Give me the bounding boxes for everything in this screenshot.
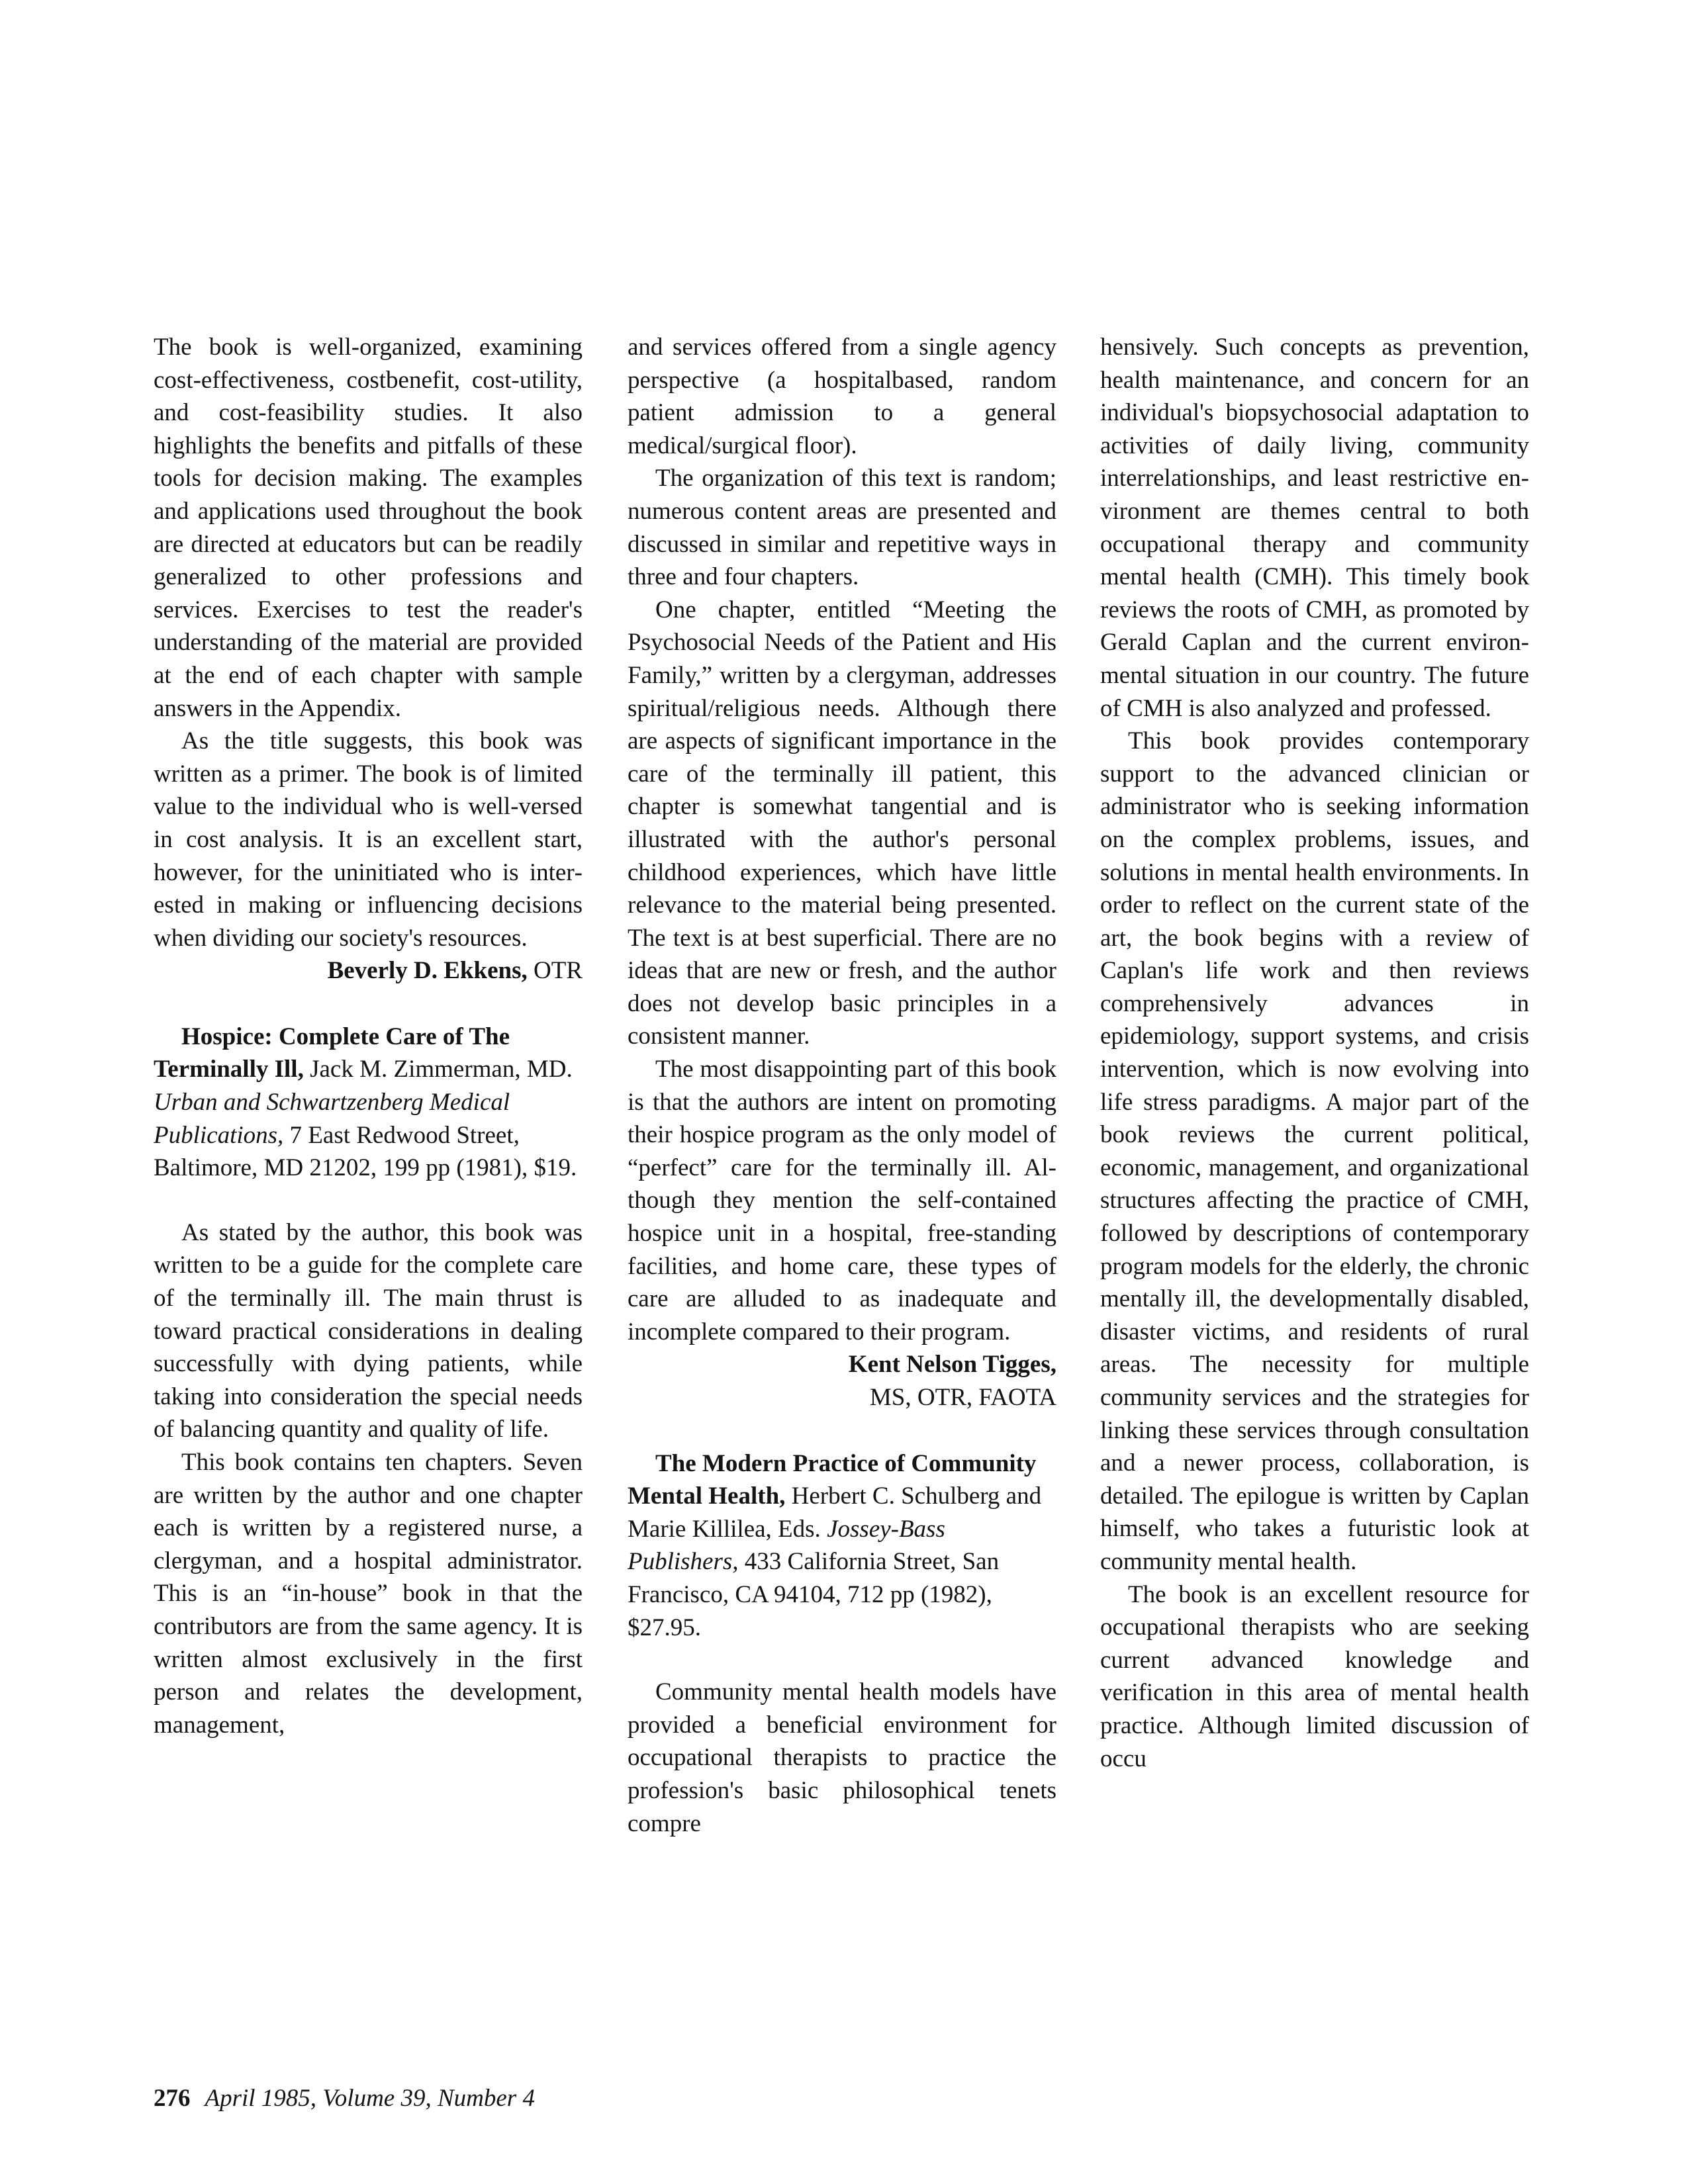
- body-paragraph: hensively. Such concepts as prevention, health maintenance, and concern for an individual's biopsychosocial adaptation to activities of daily living, community interrelationships, and least restrictive environment are themes central to both occupational therapy and community mental health (CMH). This timely book reviews the roots of CMH, as promoted by Gerald Caplan and the current environmental situation in our country. The future of CMH is also analyzed and professed.: [1100, 334, 1529, 722]
- review-book-author: Herbert C. Schulberg and Marie Killilea, Eds.: [628, 1482, 1042, 1543]
- review-book-publisher: Urban and Schwartzenberg Medical Publications,: [154, 1089, 510, 1149]
- section-spacer: [154, 1185, 583, 1216]
- reviewer-name: Kent Nelson Tigges,: [848, 1351, 1056, 1379]
- text-column-3: [1100, 331, 1529, 1775]
- body-paragraph: The most disappointing part of this book is that the authors are intent on promoting their hospice program as the only model of “perfect” care for the terminally ill. Although they mention the self-contained hospice unit in a hospital, free-standing facilities, and home care, these types of care are alluded to as inadequate and incomplete compared to their program.: [628, 1056, 1056, 1345]
- body-paragraph: As stated by the author, this book was written to be a guide for the complete care of the terminally ill. The main thrust is toward practical considerations in dealing successfully with dying patients, while taking into consideration the special needs of balancing quantity and quality of life.: [154, 1218, 583, 1443]
- reviewer-credentials: MS, OTR, FAOTA: [869, 1384, 1056, 1411]
- review-book-publisher: Jossey-Bass Publishers,: [628, 1515, 945, 1576]
- review-header: [154, 1021, 583, 1185]
- text-column-2: [628, 331, 1056, 1840]
- body-paragraph: One chapter, entitled “Meeting the Psychosocial Needs of the Patient and His Family,” written by a clergyman, addresses spiritual/religious needs. Although there are aspects of significant importance in the care of the terminally ill patient, this chapter is somewhat tangential and is illustrated with the author's personal childhood experiences, which have little relevance to the material being presented. The text is at best superficial. There are no ideas that are new or fresh, and the author does not develop basic principles in a consistent manner.: [628, 596, 1056, 1050]
- body-paragraph: The book is an excellent resource for occupational therapists who are seeking current advanced knowledge and verification in this area of mental health practice. Although limited discussion of occu: [1100, 1580, 1529, 1772]
- body-paragraph: The book is well-organized, examining cost-effectiveness, costbenefit, cost-utility, and cost-feasibility studies. It also highlights the benefits and pitfalls of these tools for decision making. The examples and applications used throughout the book are directed at educators but can be readily generalized to other professions and services. Exercises to test the reader's understanding of the material are provided at the end of each chapter with sample answers in the Appendix.: [154, 334, 583, 722]
- review-book-author: Jack M. Zimmerman, MD.: [310, 1056, 573, 1083]
- review-header: [628, 1447, 1056, 1645]
- review-book-title: The Modern Practice of Community Mental Health,: [628, 1449, 1037, 1510]
- body-paragraph: and services offered from a single agency perspective (a hospitalbased, random patient admission to a general medical/surgical floor).: [628, 334, 1056, 459]
- body-paragraph: This book contains ten chapters. Seven are written by the author and one chapter each is written by a registered nurse, a clergyman, and a hospital administrator. This is an “in-house” book in that the contributors are from the same agency. It is written almost exclusively in the first person and relates the development, management,: [154, 1449, 583, 1739]
- body-paragraph: As the title suggests, this book was written as a primer. The book is of limited value to the individual who is well-versed in cost analysis. It is an excellent start, however, for the uninitiated who is interested in making or influencing decisions when dividing our society's resources.: [154, 727, 583, 952]
- reviewer-name: Beverly D. Ekkens,: [327, 957, 528, 985]
- issue-info: April 1985, Volume 39, Number 4: [205, 2085, 535, 2112]
- page-number: 276: [154, 2085, 191, 2112]
- reviewer-signature: [154, 954, 583, 987]
- section-spacer: [628, 1414, 1056, 1447]
- body-paragraph: Community mental health models have provided a beneficial environment for occupational therapists to practice the profession's basic philosophical tenets compre: [628, 1678, 1056, 1837]
- body-paragraph: This book provides contemporary support to the advanced clinician or administrator who is seeking information on the complex problems, issues, and solutions in mental health environments. In order to reflect on the current state of the art, the book begins with a review of Caplan's life work and then reviews comprehensively advances in epidemiology, support systems, and crisis intervention, which is now evolving into life stress paradigms. A major part of the book reviews the current political, economic, management, and organizational structures affecting the practice of CMH, followed by descriptions of contemporary program models for the elderly, the chronic mentally ill, the developmentally disabled, disaster victims, and residents of rural areas. The necessity for multiple community services and the strategies for linking these services through consultation and a newer process, collaboration, is detailed. The epilogue is written by Caplan himself, who takes a futuristic look at community mental health.: [1100, 727, 1529, 1575]
- review-book-details: 7 East Redwood Street, Baltimore, MD 21202, 199 pp (1981), $19.: [154, 1121, 577, 1182]
- reviewer-signature: [628, 1348, 1056, 1381]
- page-footer: [154, 2082, 535, 2115]
- text-column-1: [154, 331, 583, 1741]
- section-spacer: [628, 1644, 1056, 1676]
- reviewer-credentials: OTR: [534, 957, 583, 985]
- review-book-title: Hospice: Complete Care of The Terminally Ill,: [154, 1023, 510, 1083]
- section-spacer: [154, 987, 583, 1021]
- review-book-details: 433 California Street, San Francisco, CA 94104, 712 pp (1982), $27.95.: [628, 1548, 1000, 1641]
- body-paragraph: The organization of this text is random; numerous content areas are presented and discussed in similar and repetitive ways in three and four chapters.: [628, 465, 1056, 591]
